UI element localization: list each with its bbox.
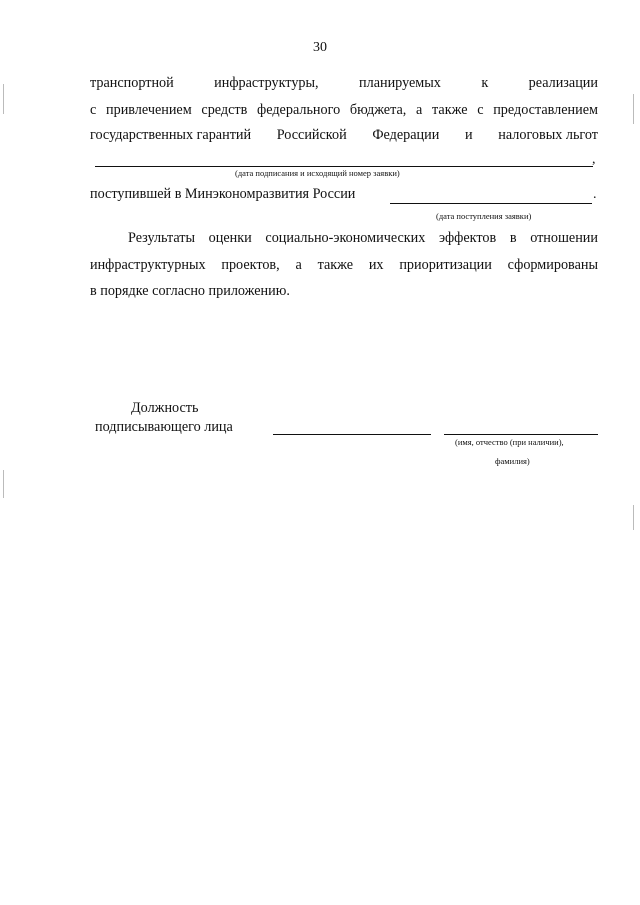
signatory-position: Должность <box>131 400 199 416</box>
word: реализации <box>528 75 598 91</box>
caption-date-number: (дата подписания и исходящий номер заявки) <box>235 168 400 178</box>
page-number: 30 <box>313 40 327 55</box>
caption-received-date: (дата поступления заявки) <box>436 211 532 221</box>
received-date-line <box>390 203 592 204</box>
text-line-1 <box>90 74 598 92</box>
scan-artifact <box>3 470 4 498</box>
scan-artifact <box>633 94 634 124</box>
text-line-3 <box>90 126 598 144</box>
results-line-2: инфраструктурных проектов, а также их приоритизации сформированы <box>90 257 598 273</box>
word: планируемых <box>359 75 441 91</box>
text-line-2: с привлечением средств федерального бюджета, а также с предоставлением <box>90 102 598 118</box>
word: инфраструктуры, <box>214 75 319 91</box>
scan-artifact <box>3 84 4 114</box>
caption-name-2: фамилия) <box>495 456 530 466</box>
results-line-3: в порядке согласно приложению. <box>90 283 290 299</box>
name-line <box>444 434 598 435</box>
scan-artifact <box>633 505 634 530</box>
word: государственных гарантий <box>90 127 252 143</box>
word: к <box>481 75 489 91</box>
caption-name-1: (имя, отчество (при наличии), <box>455 437 564 447</box>
word: Российской <box>276 127 347 143</box>
signatory-position-2: подписывающего лица <box>95 419 233 435</box>
results-line-1: Результаты оценки социально-экономических эффектов в отношении <box>128 230 598 246</box>
line-comma: , <box>592 152 596 167</box>
signature-line <box>273 434 431 435</box>
word: транспортной <box>90 75 174 91</box>
received-text: поступившей в Минэкономразвития России <box>90 186 356 202</box>
word: Федерации <box>372 127 440 143</box>
date-number-line <box>95 166 593 167</box>
word: и <box>465 127 473 143</box>
received-end: . <box>593 187 597 202</box>
word: налоговых льгот <box>498 127 598 143</box>
